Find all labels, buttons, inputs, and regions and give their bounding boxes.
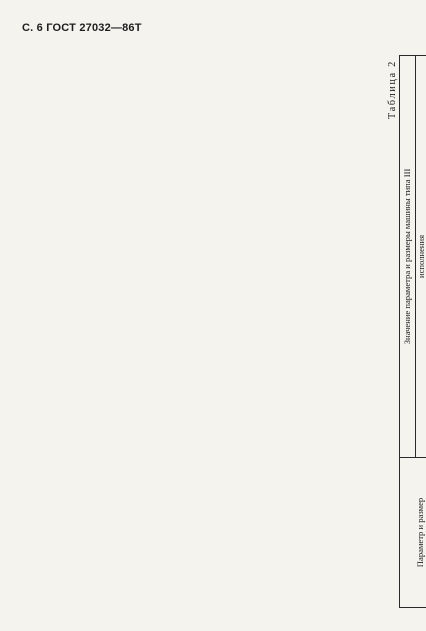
col-header-param: Параметр и размер [400,458,426,608]
parameters-table [399,55,426,608]
rotated-table-area [385,56,426,608]
exec-header: исполнения [416,55,426,457]
table-label: Таблица 2 [387,60,398,119]
group-header: Значение параметра и размеры машины типа III [400,55,416,457]
page-header: С. 6 ГОСТ 27032—86Т [22,22,142,34]
